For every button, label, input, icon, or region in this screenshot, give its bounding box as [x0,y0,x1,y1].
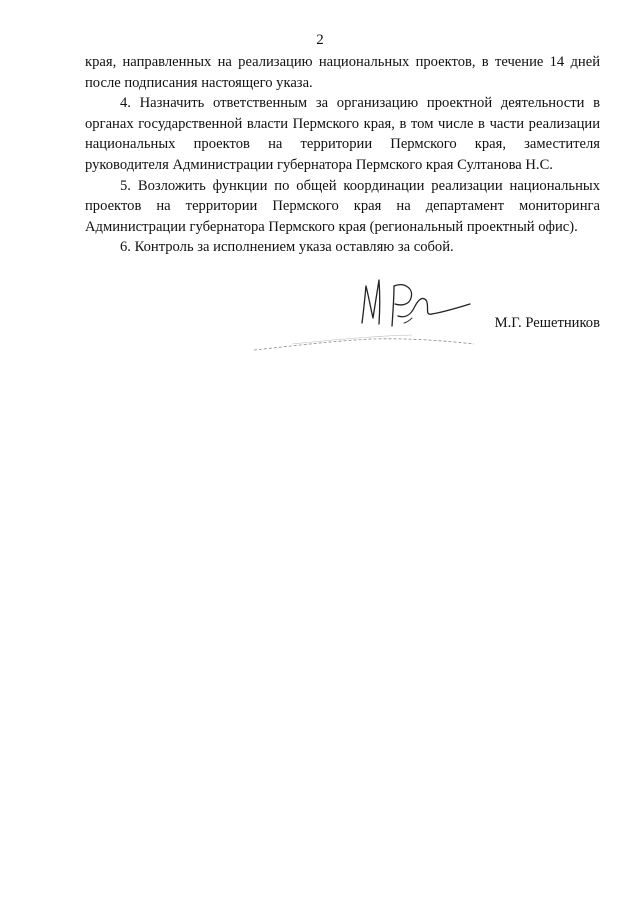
signer-name: М.Г. Решетников [494,315,600,331]
paragraph-item-5: 5. Возложить функции по общей координации реализации национальных проектов на территории Пермского края на департамент мониторинга Администрации губернатора Пермского края (региональный проектный офис). [85,177,600,235]
handwritten-signature [252,278,482,358]
document-body [85,52,600,258]
paragraph-continuation: края, направленных на реализацию национальных проектов, в течение 14 дней после подписания настоящего указа. [85,54,600,91]
paragraph-item-4: 4. Назначить ответственным за организацию проектной деятельности в органах государственной власти Пермского края, в том числе в части реализации национальных проектов на территории Пермского края, заместителя руководителя Администрации губернатора Пермского края Султанова Н.С. [85,95,600,173]
page-number: 2 [316,32,324,48]
paragraph-item-6: 6. Контроль за исполнением указа оставляю за собой. [120,239,454,256]
